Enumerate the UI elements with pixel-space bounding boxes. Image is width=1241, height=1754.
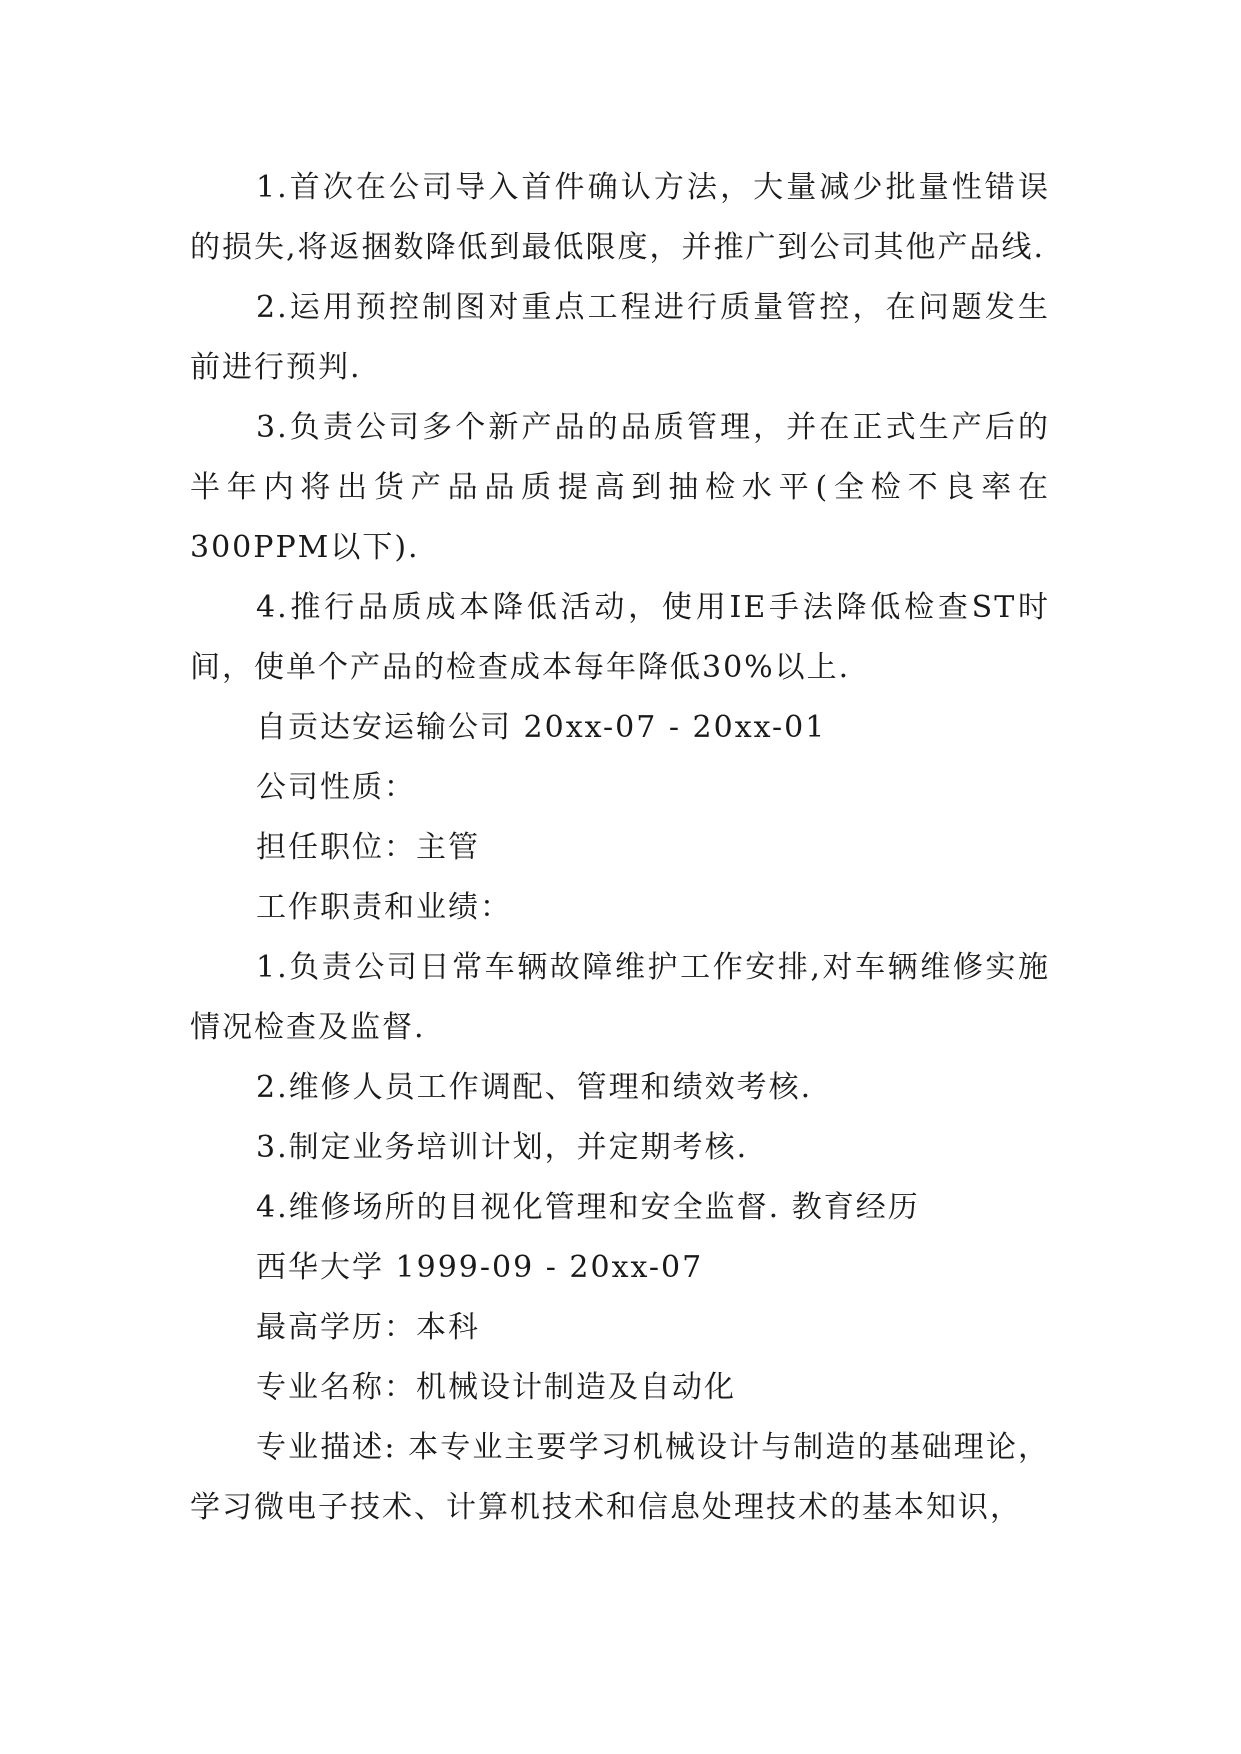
duty-item-2: 2.维修人员工作调配、管理和绩效考核. bbox=[256, 1070, 813, 1105]
duty-item-1: 1.负责公司日常车辆故障维护工作安排,对车辆维修实施情况检查及监督. bbox=[190, 950, 1050, 1045]
document-body bbox=[190, 158, 1050, 1538]
position-held: 担任职位：主管 bbox=[256, 830, 480, 865]
duty-item-3: 3.制定业务培训计划，并定期考核. bbox=[256, 1130, 749, 1165]
major-name: 专业名称：机械设计制造及自动化 bbox=[256, 1370, 736, 1405]
paragraph-achievement-2: 2.运用预控制图对重点工程进行质量管控，在问题发生前进行预判. bbox=[190, 290, 1050, 385]
paragraph-achievement-3: 3.负责公司多个新产品的品质管理，并在正式生产后的半年内将出货产品品质提高到抽检水平(全检不良率在300PPM以下). bbox=[190, 410, 1050, 565]
highest-degree: 最高学历：本科 bbox=[256, 1310, 480, 1345]
education-entry: 西华大学 1999-09 - 20xx-07 bbox=[256, 1250, 704, 1285]
company-nature: 公司性质： bbox=[256, 770, 416, 805]
major-description: 专业描述: 本专业主要学习机械设计与制造的基础理论，学习微电子技术、计算机技术和信息处理技术的基本知识， bbox=[190, 1430, 1050, 1525]
paragraph-achievement-1: 1.首次在公司导入首件确认方法，大量减少批量性错误的损失,将返捆数降低到最低限度，并推广到公司其他产品线. bbox=[190, 170, 1050, 265]
duty-item-4: 4.维修场所的目视化管理和安全监督. 教育经历 bbox=[256, 1190, 920, 1225]
company-entry: 自贡达安运输公司 20xx-07 - 20xx-01 bbox=[256, 710, 827, 745]
paragraph-achievement-4: 4.推行品质成本降低活动，使用IE手法降低检查ST时间，使单个产品的检查成本每年降低30%以上. bbox=[190, 590, 1050, 685]
duties-heading: 工作职责和业绩： bbox=[256, 890, 512, 925]
